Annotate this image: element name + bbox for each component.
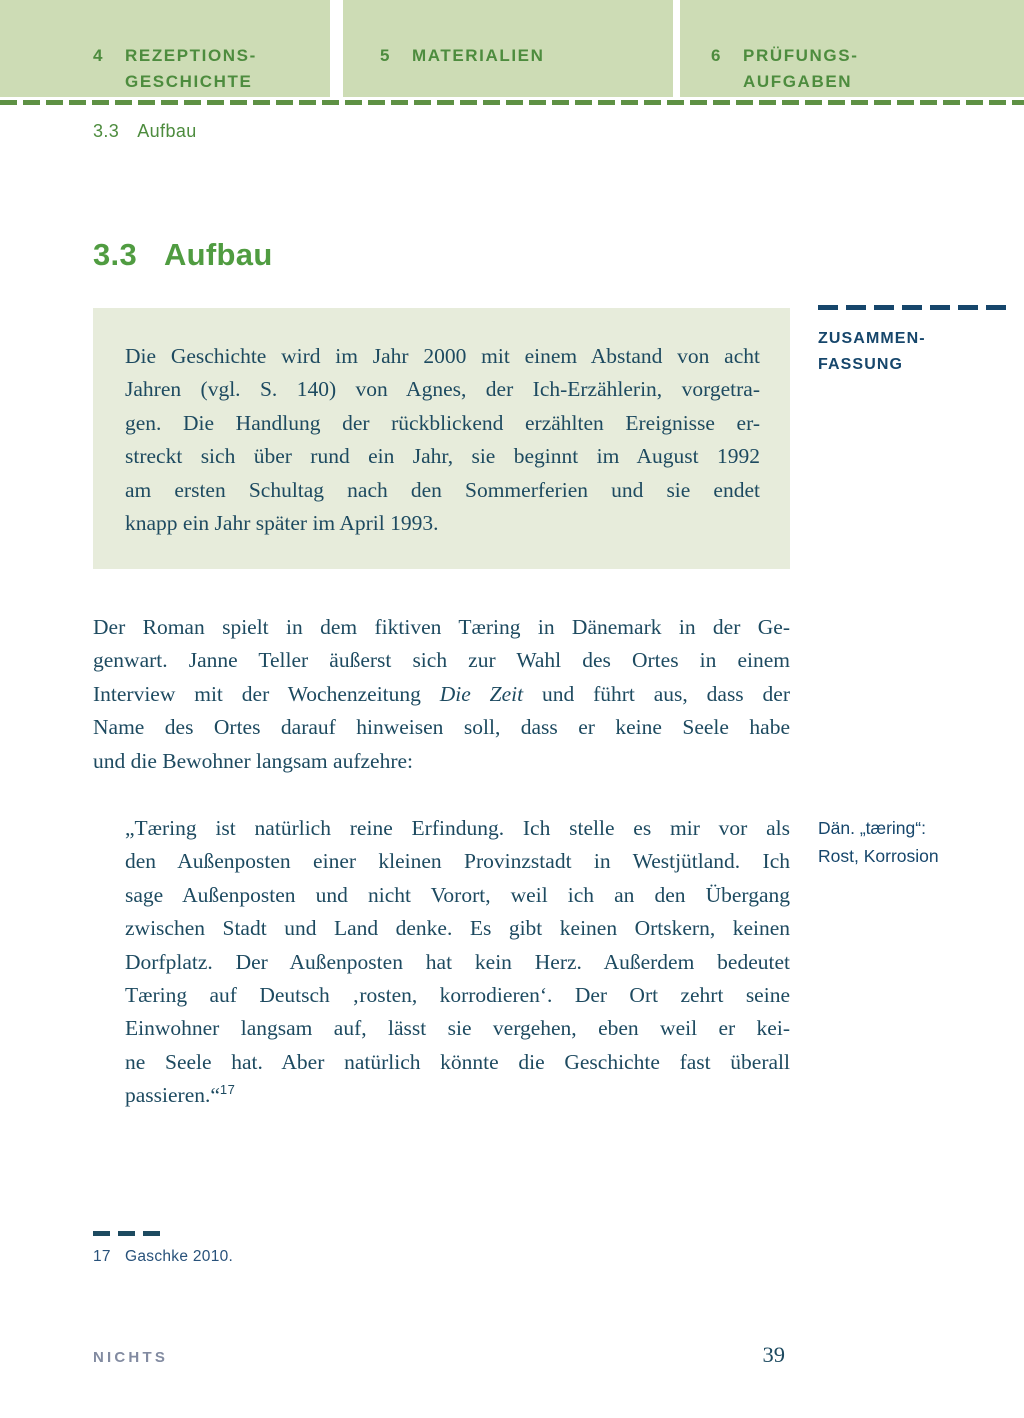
tab-label: PRÜFUNGS- AUFGABEN <box>743 46 859 91</box>
tab-number: 6 <box>711 46 723 65</box>
tab-number: 4 <box>93 46 105 65</box>
margin-dashed-rule <box>818 305 1010 310</box>
body-paragraph <box>93 611 790 778</box>
block-quote <box>125 812 790 1113</box>
page-number: 39 <box>762 1342 785 1367</box>
book-title: NICHTS <box>93 1349 169 1366</box>
tab-label: MATERIALIEN <box>412 46 545 65</box>
tab-number: 5 <box>380 46 392 65</box>
footnote-text: Gaschke 2010. <box>125 1248 234 1265</box>
chapter-tab-bar <box>0 0 1024 97</box>
body-text: Der Roman spielt in dem fiktiven Tæring in Dänemark in der Ge- genwart. Janne Teller äußerst sich zur Wahl des Ortes in einem Interview mit der Wochenzeitung Die Zeit und führt aus, dass der Name des Ortes darauf hinweisen soll, dass er keine Seele habe und die Bewohner langsam aufzehre: <box>93 615 790 773</box>
header-dashed-rule <box>0 100 1024 105</box>
summary-text: Die Geschichte wird im Jahr 2000 mit einem Abstand von acht Jahren (vgl. S. 140) von Agnes, der Ich-Erzählerin, vorgetra- gen. Die Handlung der rückblickend erzählten Ereignisse er- streckt sich über rund ein Jahr, sie beginnt im August 1992 am ersten Schultag nach den Sommerferien und sie endet knapp ein Jahr später im April 1993. <box>125 344 760 536</box>
tab-pruefungsaufgaben <box>680 0 1024 97</box>
margin-note-zusammenfassung <box>818 305 1010 378</box>
section-heading-number: 3.3 <box>93 237 137 272</box>
section-heading <box>93 237 273 273</box>
tab-materialien <box>343 0 673 97</box>
running-head-title: Aufbau <box>137 121 197 141</box>
footnote <box>93 1248 233 1266</box>
margin-note-label: ZUSAMMEN- FASSUNG <box>818 330 926 373</box>
summary-box <box>93 308 790 569</box>
footnote-rule <box>93 1231 165 1236</box>
running-head <box>93 121 197 142</box>
margin-note-taering <box>818 814 1018 870</box>
tab-label: REZEPTIONS- GESCHICHTE <box>125 46 257 91</box>
section-heading-title: Aufbau <box>164 237 273 272</box>
footnote-number: 17 <box>93 1248 111 1265</box>
tab-rezeptionsgeschichte <box>0 0 330 97</box>
margin-note-text: Dän. „tæring“: Rost, Korrosion <box>818 818 939 866</box>
quote-text: „Tæring ist natürlich reine Erfindung. Ich stelle es mir vor als den Außenposten einer kleinen Provinzstadt in Westjütland. Ich sage Außenposten und nicht Vorort, weil ich an den Übergang zwischen Stadt und Land denke. Es gibt keinen Ortskern, keinen Dorfplatz. Der Außenposten hat kein Herz. Außerdem bedeutet Tæring auf Deutsch ‚rosten, korrodieren‘. Der Ort zehrt seine Einwohner langsam auf, lässt sie vergehen, eben weil er kei- ne Seele hat. Aber natürlich könnte die Geschichte fast überall passieren.“$^{17}$ <box>125 816 790 1108</box>
page-footer <box>93 1341 790 1368</box>
running-head-number: 3.3 <box>93 121 120 141</box>
